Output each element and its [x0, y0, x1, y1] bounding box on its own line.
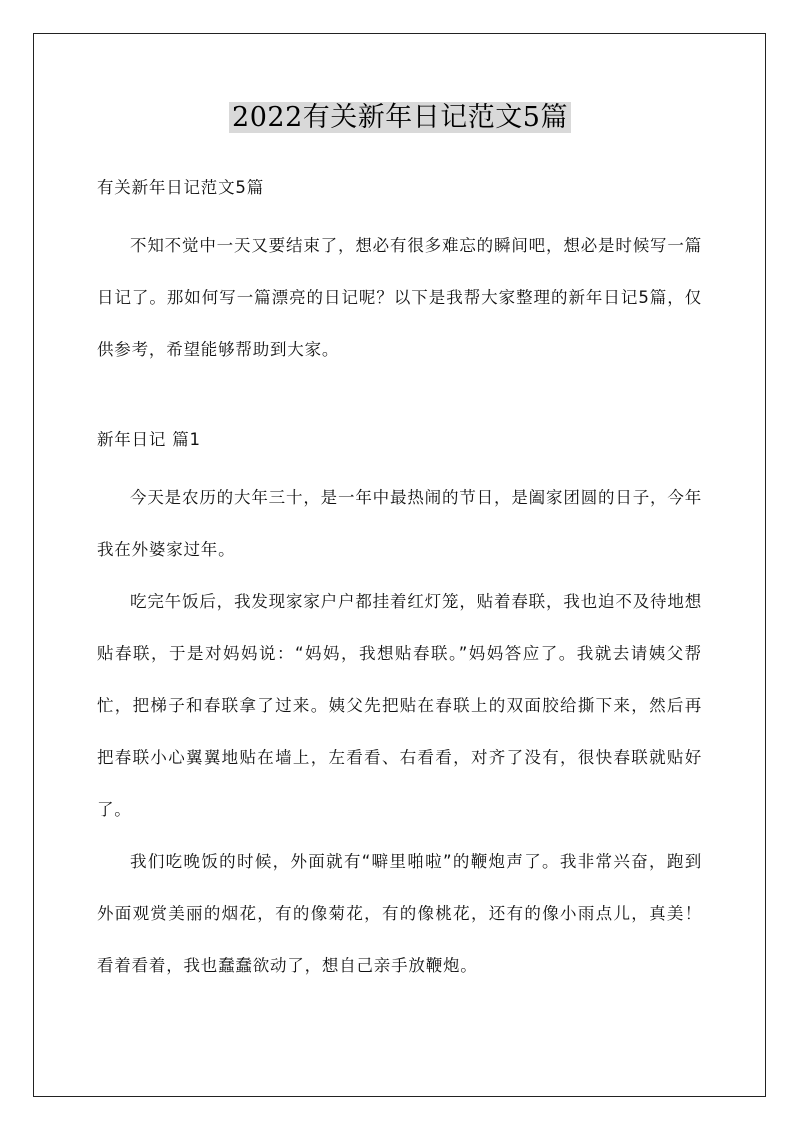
section-heading: 新年日记 篇1: [97, 430, 201, 449]
paragraph: 吃完午饭后，我发现家家户户都挂着红灯笼，贴着春联，我也迫不及待地想贴春联，于是对妈妈说：“妈妈，我想贴春联。”妈妈答应了。我就去请姨父帮忙，把梯子和春联拿了过来。姨父先把贴在春联上的双面胶给撕下来，然后再把春联小心翼翼地贴在墙上，左看看、右看看，对齐了没有，很快春联就贴好了。: [97, 592, 702, 819]
section-spacer: [97, 376, 702, 420]
intro-paragraph: 不知不觉中一天又要结束了，想必有很多难忘的瞬间吧，想必是时候写一篇日记了。那如何写一篇漂亮的日记呢？以下是我帮大家整理的新年日记5篇，仅供参考，希望能够帮助到大家。: [97, 236, 702, 359]
document-title-text: 2022有关新年日记范文5篇: [229, 102, 571, 133]
paragraph: 今天是农历的大年三十，是一年中最热闹的节日，是阖家团圆的日子，今年我在外婆家过年。: [97, 488, 702, 559]
paragraph: 我们吃晚饭的时候，外面就有“噼里啪啦”的鞭炮声了。我非常兴奋，跑到外面观赏美丽的烟花，有的像菊花，有的像桃花，还有的像小雨点儿，真美！看着看着，我也蠢蠢欲动了，想自己亲手放鞭炮。: [97, 852, 702, 975]
document-title: [0, 96, 800, 140]
document-body: [97, 168, 702, 992]
subtitle: 有关新年日记范文5篇: [97, 178, 264, 197]
